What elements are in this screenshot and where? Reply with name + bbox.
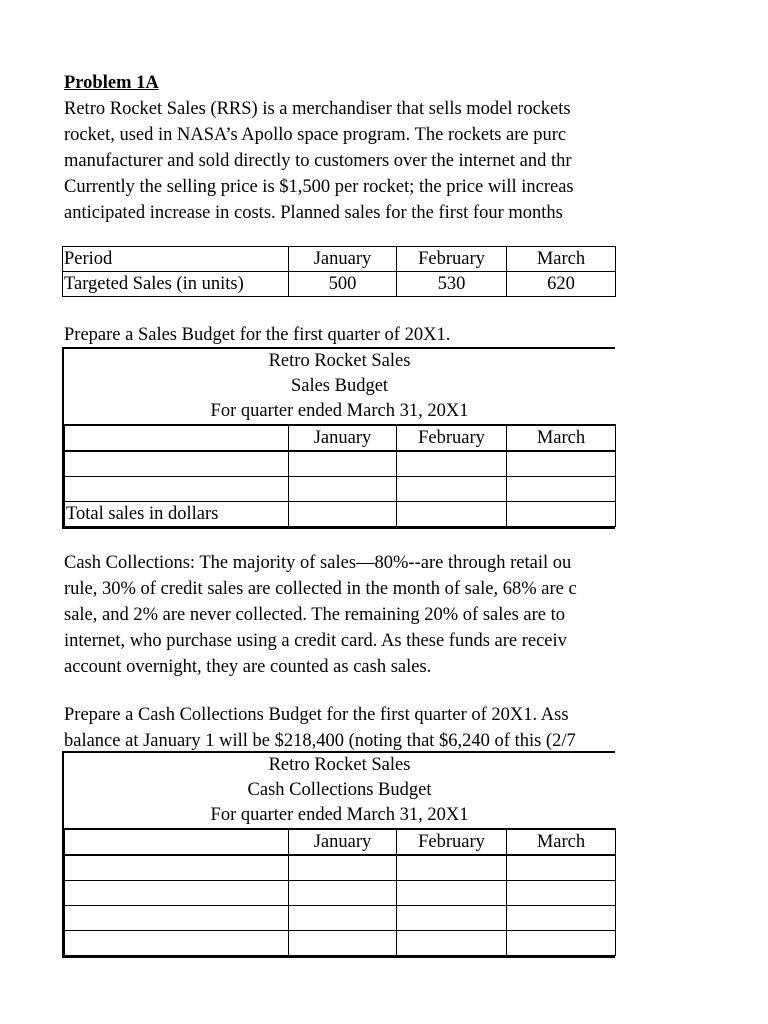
input-cell[interactable]: [397, 451, 507, 477]
intro-line: rocket, used in NASA’s Apollo space program. The rockets are purc: [64, 125, 567, 145]
table-row: [63, 247, 616, 272]
february-units: 530: [397, 272, 507, 297]
input-cell[interactable]: [397, 931, 507, 956]
table-row: [65, 881, 616, 906]
table-row: [65, 502, 616, 527]
march-header: March: [507, 425, 616, 451]
blank-cell: [65, 829, 289, 855]
total-sales-label: Total sales in dollars: [65, 502, 289, 527]
input-cell[interactable]: [397, 502, 507, 527]
january-header: January: [289, 829, 397, 855]
intro-line: anticipated increase in costs. Planned sales for the first four months: [64, 203, 563, 223]
input-cell[interactable]: [507, 477, 616, 502]
intro-line: manufacturer and sold directly to customers over the internet and thr: [64, 151, 572, 171]
input-cell[interactable]: [289, 931, 397, 956]
input-cell[interactable]: [65, 451, 289, 477]
targeted-sales-table: [62, 246, 616, 297]
input-cell[interactable]: [65, 855, 289, 881]
input-cell[interactable]: [289, 451, 397, 477]
paragraph-line: balance at January 1 will be $218,400 (noting that $6,240 of this (2/7: [64, 731, 576, 751]
blank-cell: [65, 425, 289, 451]
march-header: March: [507, 247, 616, 272]
targeted-sales-label: Targeted Sales (in units): [63, 272, 289, 297]
table-row: [65, 931, 616, 956]
intro-line: Retro Rocket Sales (RRS) is a merchandiser that sells model rockets: [64, 99, 571, 119]
problem-title: Problem 1A: [64, 73, 159, 93]
table-row: [65, 855, 616, 881]
january-header: January: [289, 425, 397, 451]
cash-collections-budget: [62, 751, 615, 958]
january-units: 500: [289, 272, 397, 297]
input-cell[interactable]: [65, 477, 289, 502]
table-row: [65, 451, 616, 477]
intro-paragraph: [64, 96, 624, 226]
cash-budget-name: Cash Collections Budget: [247, 780, 432, 800]
cash-budget-company: Retro Rocket Sales: [268, 755, 411, 775]
input-cell[interactable]: [507, 931, 616, 956]
table-row: [65, 906, 616, 931]
paragraph-line: rule, 30% of credit sales are collected in the month of sale, 68% are c: [64, 579, 577, 599]
input-cell[interactable]: [507, 881, 616, 906]
input-cell[interactable]: [397, 477, 507, 502]
sales-budget-period: For quarter ended March 31, 20X1: [210, 401, 469, 421]
march-header: March: [507, 829, 616, 855]
cash-collections-paragraph: [64, 550, 624, 680]
intro-line: Currently the selling price is $1,500 per rocket; the price will increas: [64, 177, 574, 197]
sales-budget-grid: [64, 424, 616, 527]
input-cell[interactable]: [289, 477, 397, 502]
paragraph-line: account overnight, they are counted as cash sales.: [64, 657, 432, 677]
input-cell[interactable]: [507, 855, 616, 881]
input-cell[interactable]: [65, 931, 289, 956]
cash-budget-grid: [64, 828, 616, 956]
cash-budget-period: For quarter ended March 31, 20X1: [210, 805, 469, 825]
input-cell[interactable]: [289, 881, 397, 906]
input-cell[interactable]: [397, 855, 507, 881]
input-cell[interactable]: [289, 502, 397, 527]
input-cell[interactable]: [397, 906, 507, 931]
february-header: February: [397, 425, 507, 451]
table-row: [63, 272, 616, 297]
february-header: February: [397, 247, 507, 272]
input-cell[interactable]: [289, 855, 397, 881]
sales-budget: [62, 347, 615, 529]
input-cell[interactable]: [289, 906, 397, 931]
paragraph-line: sale, and 2% are never collected. The remaining 20% of sales are to: [64, 605, 565, 625]
march-units: 620: [507, 272, 616, 297]
february-header: February: [397, 829, 507, 855]
sales-budget-company: Retro Rocket Sales: [268, 351, 411, 371]
input-cell[interactable]: [65, 881, 289, 906]
paragraph-line: internet, who purchase using a credit card. As these funds are receiv: [64, 631, 567, 651]
input-cell[interactable]: [507, 906, 616, 931]
input-cell[interactable]: [507, 502, 616, 527]
sales-budget-name: Sales Budget: [290, 376, 389, 396]
table-row: [65, 829, 616, 855]
table-row: [65, 425, 616, 451]
sales-budget-instruction: Prepare a Sales Budget for the first quarter of 20X1.: [64, 325, 451, 345]
paragraph-line: Cash Collections: The majority of sales—80%--are through retail ou: [64, 553, 572, 573]
input-cell[interactable]: [507, 451, 616, 477]
table-row: [65, 477, 616, 502]
paragraph-line: Prepare a Cash Collections Budget for the first quarter of 20X1. Ass: [64, 705, 569, 725]
cash-budget-instruction: [64, 702, 624, 754]
input-cell[interactable]: [65, 906, 289, 931]
period-header: Period: [63, 247, 289, 272]
january-header: January: [289, 247, 397, 272]
input-cell[interactable]: [397, 881, 507, 906]
